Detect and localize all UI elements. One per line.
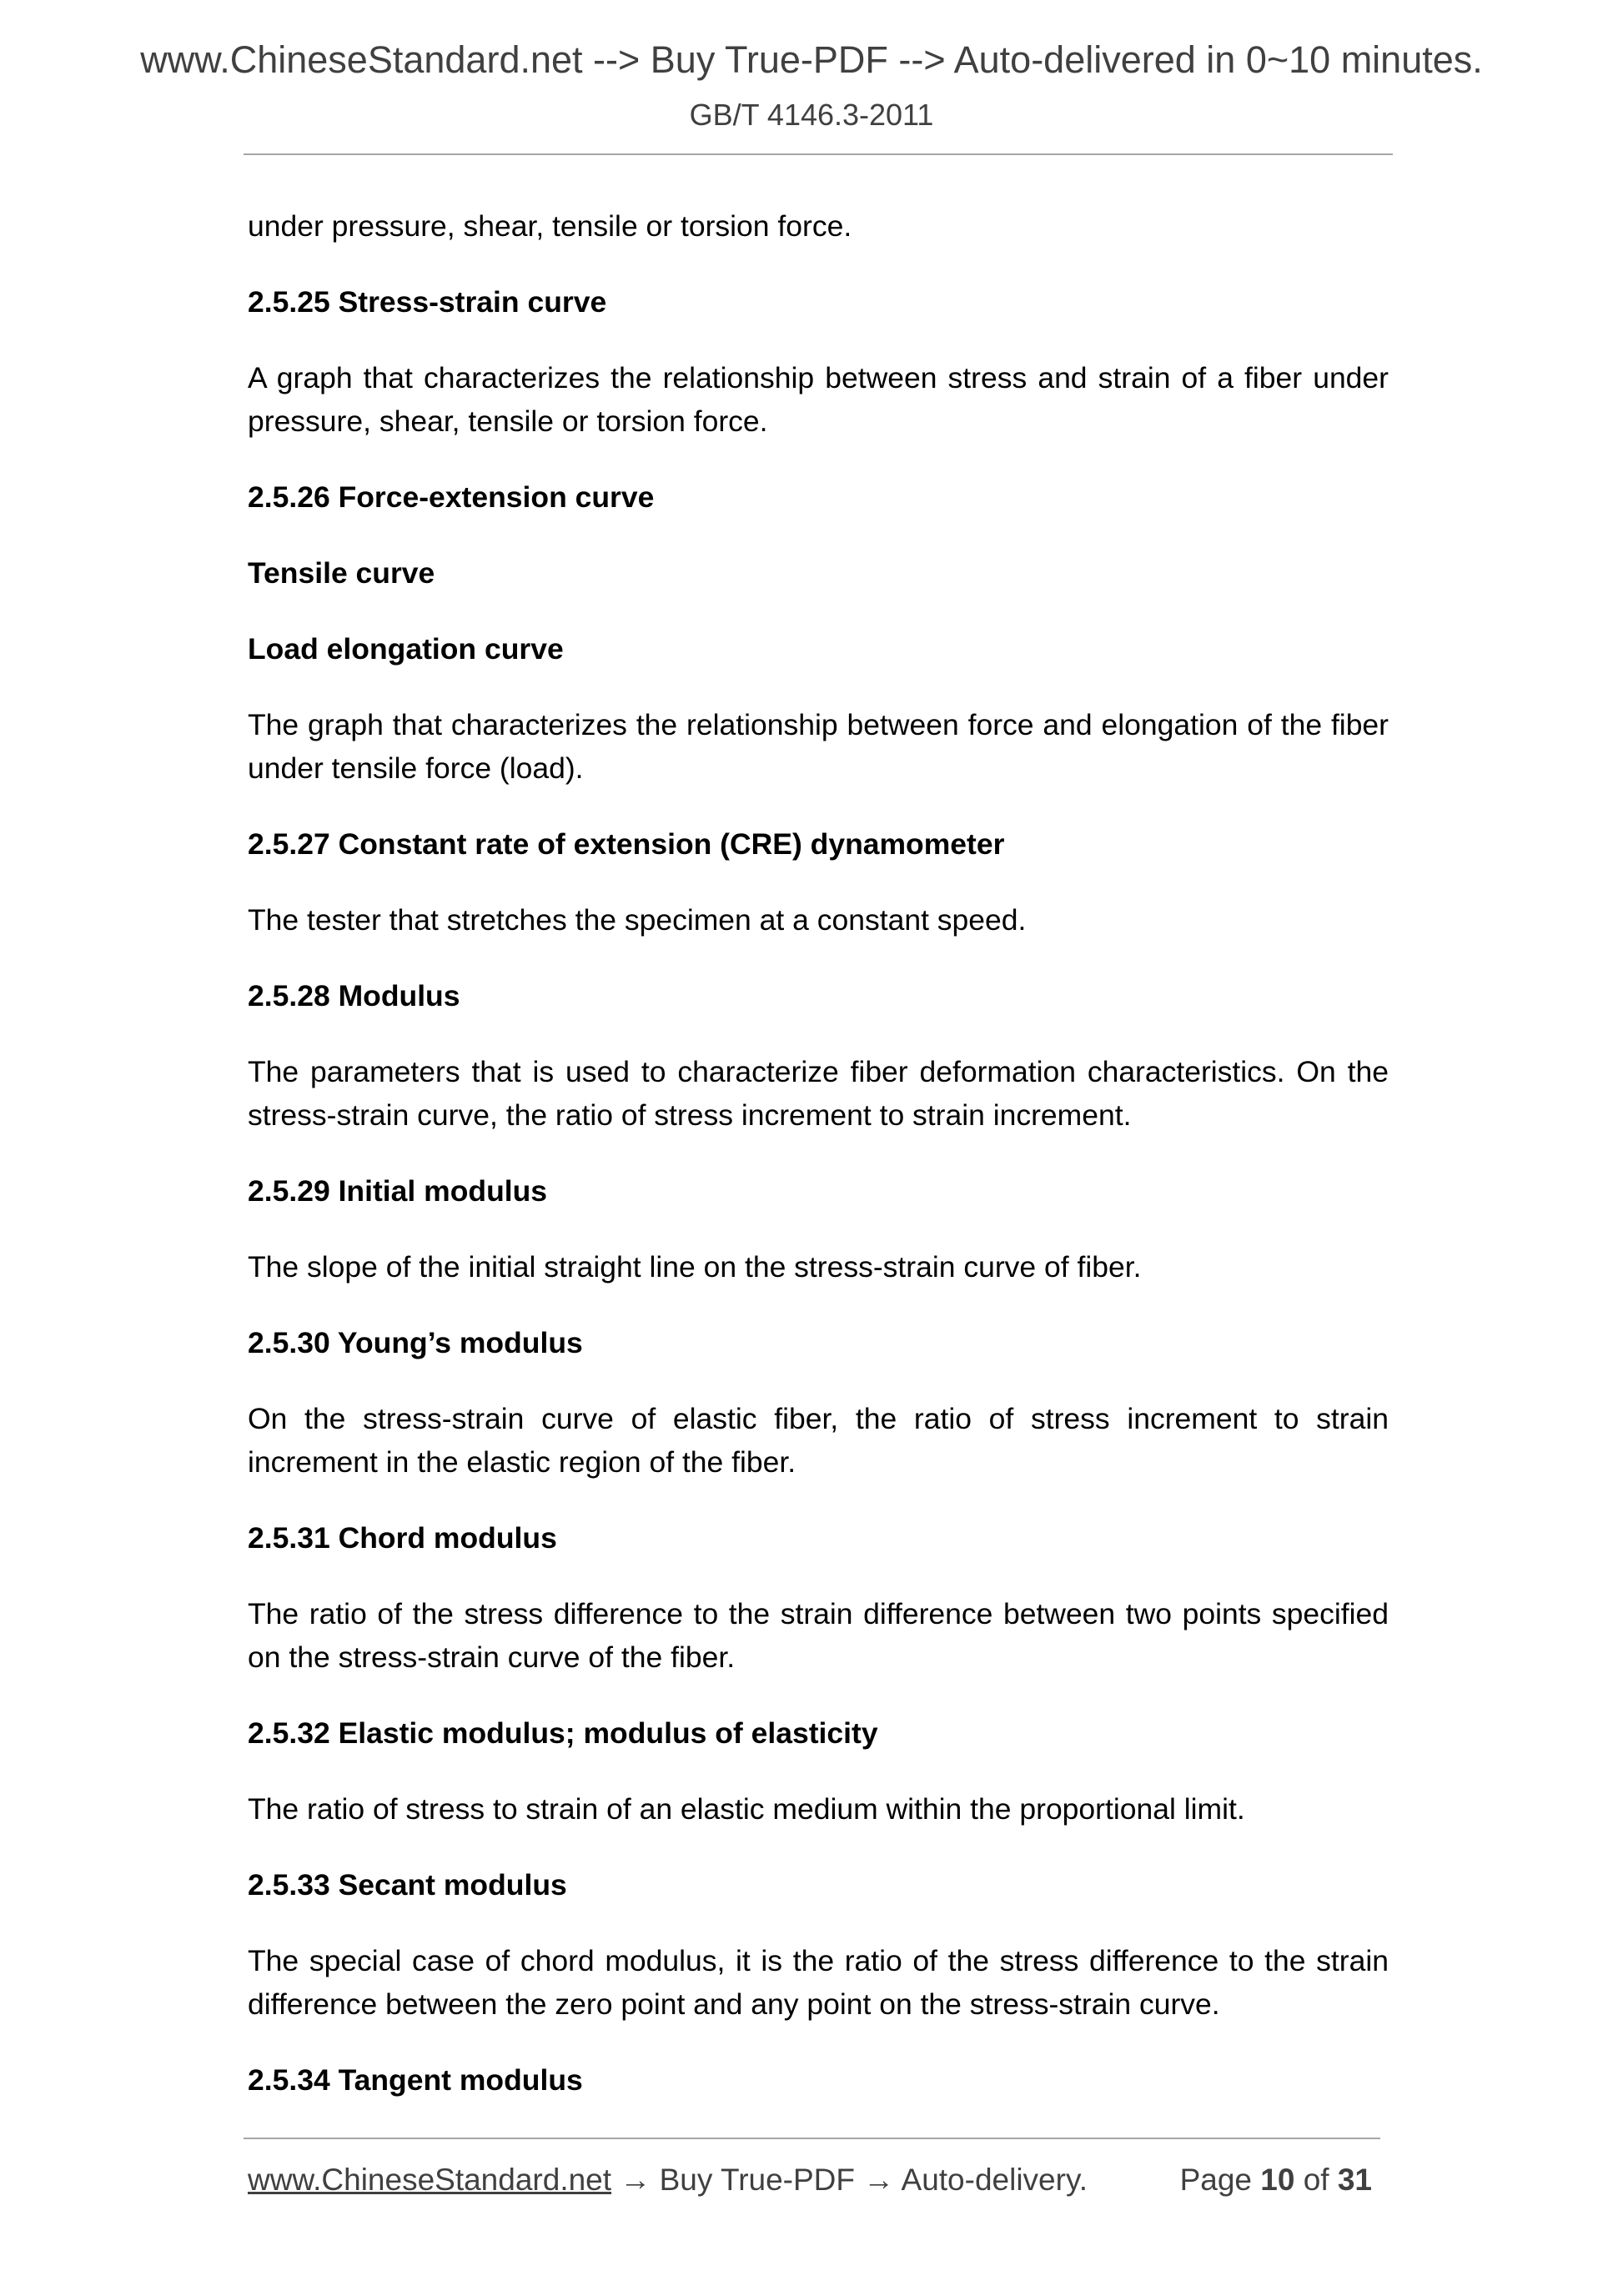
page-footer — [248, 2158, 1380, 2202]
term-heading: 2.5.34 Tangent modulus — [248, 2063, 583, 2097]
total-pages: 31 — [1337, 2163, 1372, 2197]
term-heading: 2.5.27 Constant rate of extension (CRE) dynamometer — [248, 827, 1005, 861]
footer-tagline: → Buy True-PDF → Auto-delivery. — [611, 2163, 1088, 2197]
of-label: of — [1303, 2163, 1329, 2197]
page-label: Page — [1179, 2163, 1252, 2197]
page-counter — [1180, 2158, 1372, 2202]
paragraph: On the stress-strain curve of elastic fiber, the ratio of stress increment to strain increment in the elastic region of the fiber. — [248, 1402, 1389, 1479]
paragraph: The ratio of the stress difference to the strain difference between two points specified on the stress-strain curve of the fiber. — [248, 1597, 1389, 1674]
term-heading: 2.5.26 Force-extension curve — [248, 480, 655, 514]
term-heading: 2.5.31 Chord modulus — [248, 1521, 557, 1555]
page-number: 10 — [1260, 2163, 1295, 2197]
document-body — [248, 204, 1389, 2102]
paragraph: under pressure, shear, tensile or torsion force. — [248, 209, 852, 243]
paragraph: The graph that characterizes the relationship between force and elongation of the fiber under tensile force (load). — [248, 708, 1389, 785]
term-heading: 2.5.30 Young’s modulus — [248, 1326, 583, 1359]
term-heading: 2.5.28 Modulus — [248, 979, 460, 1012]
footer-site-link[interactable]: www.ChineseStandard.net — [248, 2163, 612, 2197]
footer-divider — [244, 2138, 1380, 2139]
site-banner: www.ChineseStandard.net --> Buy True-PDF --> Auto-delivered in 0~10 minutes. — [140, 38, 1483, 81]
paragraph: The ratio of stress to strain of an elastic medium within the proportional limit. — [248, 1792, 1245, 1826]
paragraph: The tester that stretches the specimen at a constant speed. — [248, 903, 1027, 937]
paragraph: The special case of chord modulus, it is the ratio of the stress difference to the strain difference between the zero point and any point on the stress-strain curve. — [248, 1944, 1389, 2021]
header-divider — [244, 153, 1393, 155]
paragraph: The slope of the initial straight line on the stress-strain curve of fiber. — [248, 1250, 1142, 1284]
term-heading: Load elongation curve — [248, 632, 564, 666]
paragraph: A graph that characterizes the relationship between stress and strain of a fiber under pressure, shear, tensile or torsion force. — [248, 361, 1389, 438]
document-code: GB/T 4146.3-2011 — [689, 98, 934, 132]
footer-left — [248, 2158, 1088, 2202]
term-heading: 2.5.32 Elastic modulus; modulus of elasticity — [248, 1716, 878, 1750]
term-heading: 2.5.33 Secant modulus — [248, 1868, 567, 1902]
term-heading: 2.5.25 Stress-strain curve — [248, 285, 607, 319]
term-heading: Tensile curve — [248, 556, 435, 590]
paragraph: The parameters that is used to characterize fiber deformation characteristics. On the stress-strain curve, the ratio of stress increment to strain increment. — [248, 1055, 1389, 1132]
term-heading: 2.5.29 Initial modulus — [248, 1174, 548, 1208]
